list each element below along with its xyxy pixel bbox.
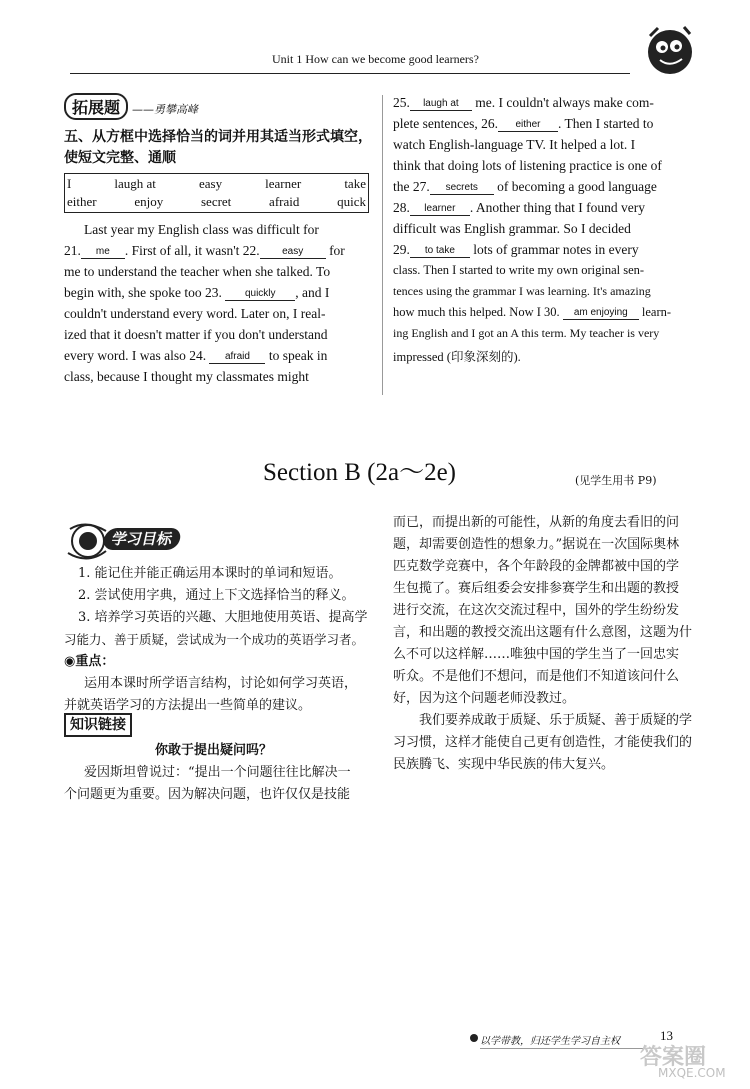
word-option: quick bbox=[337, 194, 366, 209]
passage-line: class, because I thought my classmates might bbox=[64, 369, 309, 384]
article-line: 言，和出题的教授交流出这题有什么意图，这题为什 bbox=[393, 625, 693, 640]
passage-line: couldn't understand every word. Later on, I real- bbox=[64, 306, 326, 321]
article-line: 好，因为这个问题老师没教过。 bbox=[393, 691, 576, 706]
section-reference: (见学生用书 P9) bbox=[575, 474, 657, 487]
article-line: 么不可以这样解……唯独中国的学生当了一回忠实 bbox=[393, 647, 680, 662]
article-line: 匹克数学竞赛中，各个年龄段的金牌都被中国的学 bbox=[393, 559, 680, 574]
article-line: 我们要养成敢于质疑、乐于质疑、善于质疑的学 bbox=[419, 713, 693, 728]
article-line: 生包揽了。赛后组委会安排参赛学生和出题的教授 bbox=[393, 581, 680, 596]
article-line: 个问题更为重要。因为解决问题，也许仅仅是技能 bbox=[64, 787, 351, 802]
word-option: laugh at bbox=[114, 176, 156, 191]
article-line: 习习惯，这样才能使自己更有创造性，才能使我们的 bbox=[393, 735, 693, 750]
word-option: enjoy bbox=[134, 194, 164, 209]
word-option: either bbox=[67, 194, 97, 209]
answer-29[interactable]: to take bbox=[410, 245, 470, 258]
passage-line: 21. me . First of all, it wasn't 22. easy for bbox=[64, 243, 345, 258]
passage-line: difficult was English grammar. So I decided bbox=[393, 221, 631, 236]
answer-27[interactable]: secrets bbox=[430, 182, 494, 195]
answer-26[interactable]: either bbox=[498, 119, 558, 132]
watermark-url: MXQE.COM bbox=[658, 1066, 726, 1080]
question-5-title: 五、从方框中选择恰当的词并用其适当形式填空，使短文完整、通顺 bbox=[64, 129, 372, 166]
extension-subtitle: ——勇攀高峰 bbox=[132, 103, 199, 116]
footer-rule bbox=[480, 1048, 660, 1049]
passage-line: think that doing lots of listening practice is one of bbox=[393, 158, 662, 173]
word-option: learner bbox=[265, 176, 302, 191]
passage-line: begin with, she spoke too 23. quickly , and I bbox=[64, 285, 330, 300]
key-point-line: 并就英语学习的方法提出一些简单的建议。 bbox=[64, 698, 312, 713]
passage-line: every word. I was also 24. afraid to speak in bbox=[64, 348, 328, 363]
section-title: Section B (2a～2e) bbox=[263, 459, 457, 486]
word-option: afraid bbox=[269, 194, 300, 209]
passage-line: class. Then I started to write my own original sen- bbox=[393, 263, 645, 277]
passage-line: ing English and I got an A this term. My teacher is very bbox=[393, 326, 660, 340]
answer-24[interactable]: afraid bbox=[209, 351, 265, 364]
word-box-row-2 bbox=[65, 194, 368, 210]
passage-line: 28. learner . Another thing that I found very bbox=[393, 200, 645, 215]
passage-line: me to understand the teacher when she talked. To bbox=[64, 264, 331, 279]
goal-item: 2. 尝试使用字典，通过上下文选择恰当的释义。 bbox=[78, 588, 355, 603]
key-points-label: ◉重点： bbox=[64, 654, 115, 669]
header-rule bbox=[70, 73, 630, 74]
passage-line: plete sentences, 26. either . Then I started to bbox=[393, 116, 654, 131]
article-line: 爱因斯坦曾说过：“提出一个问题往往比解决一 bbox=[84, 765, 351, 780]
answer-21[interactable]: me bbox=[81, 246, 125, 259]
passage-line: 25. laugh at me. I couldn't always make com- bbox=[393, 95, 654, 110]
passage-line: Last year my English class was difficult for bbox=[84, 222, 319, 237]
passage-line: ized that it doesn't matter if you don't understand bbox=[64, 327, 328, 342]
page-number: 13 bbox=[660, 1028, 673, 1043]
word-option: take bbox=[344, 176, 366, 191]
word-option: easy bbox=[198, 176, 223, 191]
passage-line: tences using the grammar I was learning. It's amazing bbox=[393, 284, 651, 298]
key-point-line: 运用本课时所学语言结构，讨论如何学习英语， bbox=[84, 676, 358, 691]
mascot-icon bbox=[640, 22, 700, 80]
answer-23[interactable]: quickly bbox=[225, 288, 295, 301]
knowledge-link-label: 知识链接 bbox=[64, 713, 132, 737]
passage-line: impressed (印象深刻的). bbox=[393, 350, 521, 364]
watermark: 答案圈 bbox=[640, 1045, 707, 1070]
goals-label: 学习目标 bbox=[102, 528, 183, 550]
answer-30[interactable]: am enjoying bbox=[563, 307, 639, 320]
word-box bbox=[64, 173, 369, 213]
word-option: I bbox=[67, 176, 72, 191]
article-line: 进行交流，在这次交流过程中，国外的学生纷纷发 bbox=[393, 603, 680, 618]
column-divider bbox=[382, 95, 383, 395]
article-line: 民族腾飞、实现中华民族的伟大复兴。 bbox=[393, 757, 615, 772]
unit-header: Unit 1 How can we become good learners? bbox=[272, 52, 479, 66]
article-line: 而已，而提出新的可能性，从新的角度去看旧的问 bbox=[393, 515, 680, 530]
footer-slogan: 以学带教，归还学生学习自主权 bbox=[480, 1036, 620, 1047]
article-line: 题，却需要创造性的想象力。”据说在一次国际奥林 bbox=[393, 537, 680, 552]
article-line: 听众。不是他们不想问，而是他们不知道该问什么 bbox=[393, 669, 680, 684]
extension-title bbox=[64, 93, 198, 120]
passage-line: 29. to take lots of grammar notes in every bbox=[393, 242, 639, 257]
word-option: secret bbox=[200, 194, 232, 209]
passage-line: how much this helped. Now I 30. am enjoying learn- bbox=[393, 305, 672, 319]
extension-badge: 拓展题 bbox=[64, 93, 128, 120]
passage-line: the 27. secrets of becoming a good language bbox=[393, 179, 657, 194]
word-box-row-1 bbox=[65, 176, 368, 192]
goal-item: 1. 能记住并能正确运用本课时的单词和短语。 bbox=[78, 566, 342, 581]
article-heading: 你敢于提出疑问吗？ bbox=[155, 743, 273, 758]
answer-25[interactable]: laugh at bbox=[410, 98, 472, 111]
answer-22[interactable]: easy bbox=[260, 246, 326, 259]
passage-line: watch English-language TV. It helped a lot. I bbox=[393, 137, 636, 152]
goal-item: 习能力、善于质疑，尝试成为一个成功的英语学习者。 bbox=[64, 632, 365, 647]
bullet-icon bbox=[470, 1034, 478, 1042]
goal-item: 3. 培养学习英语的兴趣、大胆地使用英语、提高学 bbox=[78, 610, 368, 625]
answer-28[interactable]: learner bbox=[410, 203, 470, 216]
